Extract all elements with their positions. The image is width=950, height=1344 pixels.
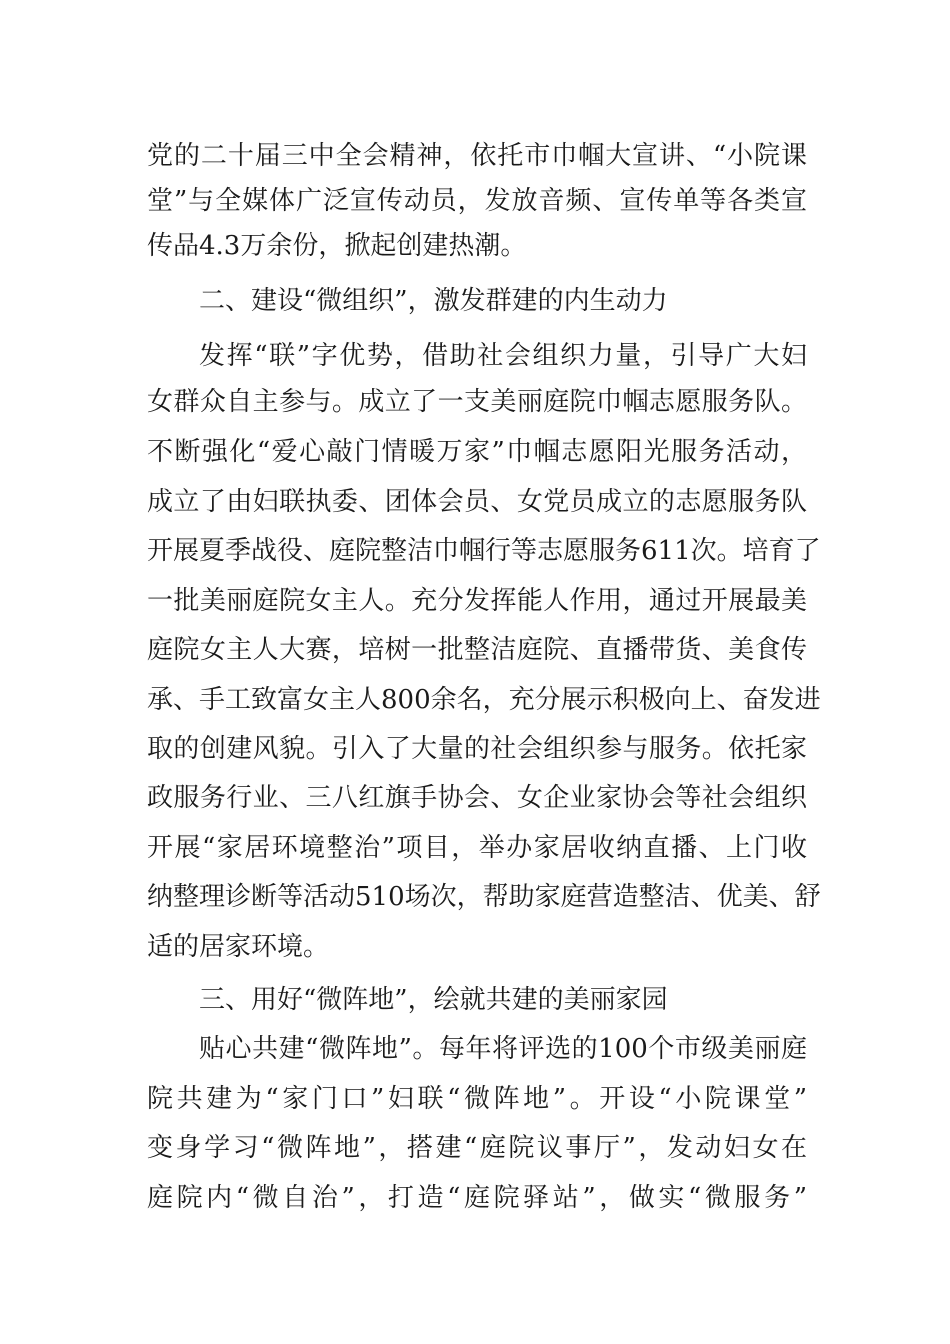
paragraph-line: 变身学习“微阵地”，搭建“庭院议事厅”，发动妇女在	[147, 1133, 807, 1163]
section-heading: 三、用好“微阵地”，绘就共建的美丽家园	[199, 985, 668, 1015]
paragraph-line: 不断强化“爱心敲门情暖万家”巾帼志愿阳光服务活动，	[147, 437, 807, 467]
paragraph-line: 适的居家环境。	[147, 932, 330, 962]
paragraph-line: 堂”与全媒体广泛宣传动员，发放音频、宣传单等各类宣	[147, 186, 807, 216]
paragraph-line: 女群众自主参与。成立了一支美丽庭院巾帼志愿服务队。	[147, 387, 807, 417]
paragraph-line: 承、手工致富女主人800余名，充分展示积极向上、奋发进	[147, 685, 821, 715]
paragraph-line: 政服务行业、三八红旗手协会、女企业家协会等社会组织	[147, 783, 807, 813]
paragraph-line: 党的二十届三中全会精神，依托市巾帼大宣讲、“小院课	[147, 141, 807, 171]
paragraph-line: 一批美丽庭院女主人。充分发挥能人作用，通过开展最美	[147, 586, 807, 616]
paragraph-line: 开展夏季战役、庭院整洁巾帼行等志愿服务611次。培育了	[147, 536, 821, 566]
paragraph-line: 开展“家居环境整治”项目，举办家居收纳直播、上门收	[147, 833, 807, 863]
paragraph-line: 传品4.3万余份，掀起创建热潮。	[147, 231, 527, 261]
paragraph-line: 院共建为“家门口”妇联“微阵地”。开设“小院课堂”	[147, 1084, 807, 1114]
paragraph-line: 成立了由妇联执委、团体会员、女党员成立的志愿服务队	[147, 487, 807, 517]
paragraph-line: 取的创建风貌。引入了大量的社会组织参与服务。依托家	[147, 734, 807, 764]
section-heading: 二、建设“微组织”，激发群建的内生动力	[199, 286, 668, 316]
paragraph-line: 庭院内“微自治”，打造“庭院驿站”，做实“微服务”	[147, 1183, 807, 1213]
paragraph-line: 贴心共建“微阵地”。每年将评选的100个市级美丽庭	[199, 1034, 807, 1064]
paragraph-line: 纳整理诊断等活动510场次，帮助家庭营造整洁、优美、舒	[147, 882, 821, 912]
paragraph-line: 庭院女主人大赛，培树一批整洁庭院、直播带货、美食传	[147, 635, 807, 665]
paragraph-line: 发挥“联”字优势，借助社会组织力量，引导广大妇	[199, 341, 807, 371]
